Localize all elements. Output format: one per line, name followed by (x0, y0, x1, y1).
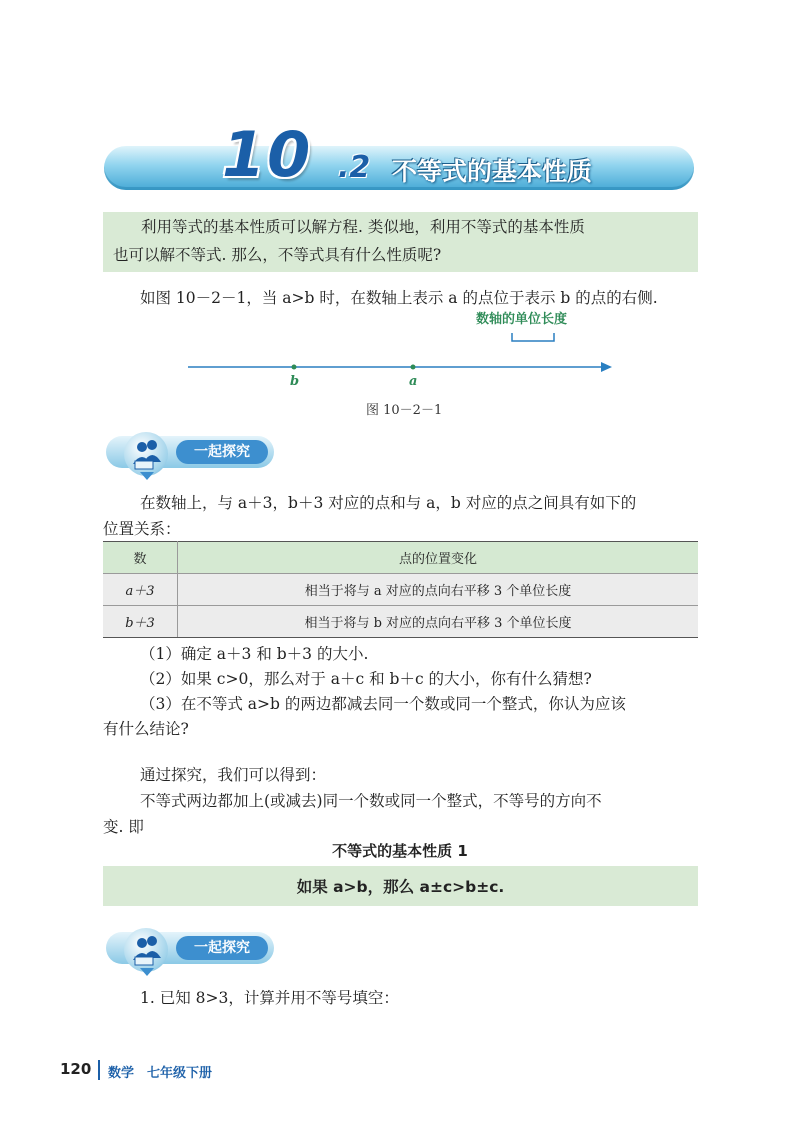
table-header-row (103, 542, 698, 574)
table-header-change: 点的位置变化 (178, 542, 699, 574)
number-line-arrow-icon (601, 362, 612, 372)
page-number: 120 (60, 1060, 92, 1078)
people-computer-icon (124, 432, 168, 476)
footer-divider (98, 1060, 100, 1080)
explore-badge-label: 一起探究 (176, 936, 268, 960)
label-a: a (409, 374, 418, 389)
table-cell: 相当于将与 b 对应的点向右平移 3 个单位长度 (178, 606, 699, 638)
explore-line-2: 位置关系： (103, 520, 181, 538)
intro-line-2: 也可以解不等式. 那么，不等式具有什么性质呢? (113, 246, 442, 264)
section-number: 10 (222, 118, 313, 191)
point-a (411, 365, 416, 370)
question-3-line-2: 有什么结论? (103, 720, 189, 738)
table-cell: b＋3 (103, 606, 178, 638)
question-1: （1）确定 a＋3 和 b＋3 的大小. (140, 645, 369, 663)
table-cell: a＋3 (103, 574, 178, 606)
section-title: 不等式的基本性质 (392, 157, 593, 186)
label-b: b (290, 374, 300, 389)
explore-badge-1 (106, 432, 276, 474)
question-2: （2）如果 c>0，那么对于 a＋c 和 b＋c 的大小，你有什么猜想? (140, 670, 592, 688)
book-title: 数学 七年级下册 (108, 1066, 213, 1081)
table-row (103, 606, 698, 638)
unit-length-label: 数轴的单位长度 (476, 312, 568, 327)
position-change-table (103, 541, 698, 638)
unit-length-bracket (512, 333, 554, 341)
table-header-number: 数 (103, 542, 178, 574)
property-title: 不等式的基本性质 1 (332, 842, 468, 860)
table-row (103, 574, 698, 606)
conclusion-line-1: 通过探究，我们可以得到： (140, 766, 327, 784)
section-subnumber: .2 (338, 150, 371, 185)
intro-box (103, 212, 698, 272)
paragraph-1: 如图 10－2－1，当 a>b 时，在数轴上表示 a 的点位于表示 b 的点的右侧. (140, 289, 658, 307)
conclusion-line-3: 变. 即 (103, 818, 144, 836)
exercise-1: 1. 已知 8>3，计算并用不等号填空： (140, 989, 399, 1007)
property-box (103, 866, 698, 906)
people-computer-icon (124, 928, 168, 972)
question-3-line-1: （3）在不等式 a>b 的两边都减去同一个数或同一个整式，你认为应该 (140, 695, 626, 713)
intro-line-1: 利用等式的基本性质可以解方程. 类似地，利用不等式的基本性质 (141, 218, 585, 236)
number-line-figure (180, 308, 620, 398)
conclusion-line-2: 不等式两边都加上(或减去)同一个数或同一个整式，不等号的方向不 (140, 792, 602, 810)
explore-line-1: 在数轴上，与 a＋3，b＋3 对应的点和与 a，b 对应的点之间具有如下的 (140, 494, 637, 512)
explore-badge-2 (106, 928, 276, 970)
table-cell: 相当于将与 a 对应的点向右平移 3 个单位长度 (178, 574, 699, 606)
property-statement: 如果 a>b，那么 a±c>b±c. (296, 878, 505, 896)
point-b (292, 365, 297, 370)
figure-caption: 图 10－2－1 (366, 403, 443, 418)
explore-badge-label: 一起探究 (176, 440, 268, 464)
